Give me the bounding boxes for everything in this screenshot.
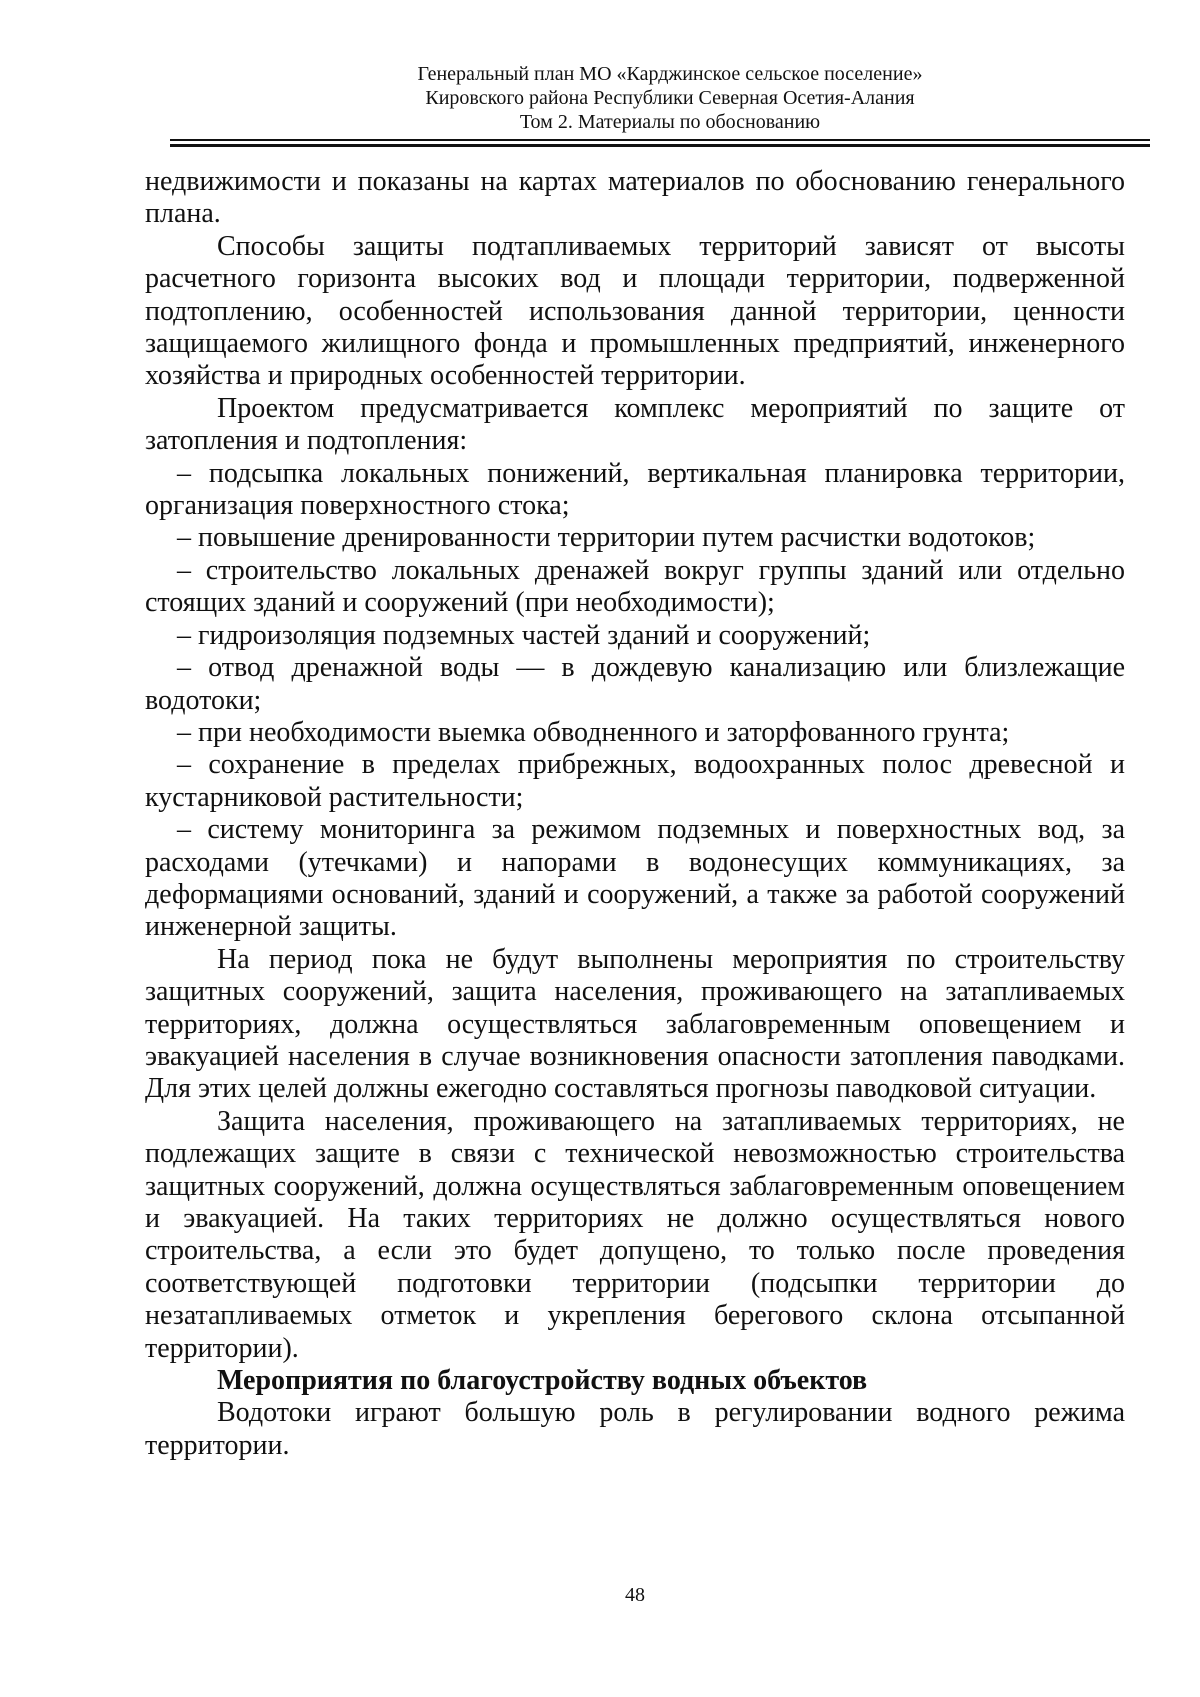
header-line-1: Генеральный план МО «Карджинское сельское поселение»	[417, 63, 923, 85]
paragraph-continuation: недвижимости и показаны на картах материалов по обоснованию генерального плана.	[145, 166, 1125, 230]
header-line-2: Кировского района Республики Северная Осетия-Алания	[425, 87, 915, 109]
list-item: – гидроизоляция подземных частей зданий и сооружений;	[177, 619, 871, 651]
paragraph-protection-methods: Способы защиты подтапливаемых территорий зависят от высоты расчетного горизонта высоких вод и площади территории, подверженной подтоплению, особенностей использования данной территории, ценности защищаемого жилищного фонда и промышленных предприятий, инженерного хозяйства и природных особенностей территории.	[145, 230, 1125, 392]
header-rule-thin	[170, 139, 1150, 141]
paragraph-evacuation: На период пока не будут выполнены мероприятия по строительству защитных сооружений, защита населения, проживающего на затапливаемых территориях, должна осуществляться заблаговременным оповещением и эвакуацией населения в случае возникновения опасности затопления паводками. Для этих целей должны ежегодно составляться прогнозы паводковой ситуации.	[145, 943, 1125, 1105]
document-body	[145, 166, 1125, 1462]
page-number: 48	[625, 1584, 645, 1606]
list-item: – строительство локальных дренажей вокруг группы зданий или отдельно стоящих зданий и сооружений (при необходимости);	[145, 554, 1125, 619]
header-rule-thick	[170, 144, 1150, 147]
paragraph-measures-intro: Проектом предусматривается комплекс мероприятий по защите от затопления и подтопления:	[145, 392, 1125, 457]
list-item: – отвод дренажной воды — в дождевую канализацию или близлежащие водотоки;	[145, 652, 1125, 716]
list-item: – при необходимости выемка обводненного и заторфованного грунта;	[177, 716, 1010, 748]
page-header	[170, 62, 1170, 134]
paragraph-watercourses: Водотоки играют большую роль в регулировании водного режима территории.	[145, 1397, 1125, 1461]
paragraph-population-protection: Защита населения, проживающего на затапливаемых территориях, не подлежащих защите в связи с технической невозможностью строительства защитных сооружений, должна осуществляться заблаговременным оповещением и эвакуацией. На таких территориях не должно осуществляться нового строительства, а если это будет допущено, то только после проведения соответствующей подготовки территории (подсыпки территории до незатапливаемых отметок и укрепления берегового склона отсыпанной территории).	[145, 1105, 1125, 1364]
list-item: – подсыпка локальных понижений, вертикальная планировка территории, организация поверхностного стока;	[145, 457, 1125, 522]
header-line-3: Том 2. Материалы по обоснованию	[519, 111, 821, 133]
list-item: – систему мониторинга за режимом подземных и поверхностных вод, за расходами (утечками) и напорами в водонесущих коммуникациях, за деформациями оснований, зданий и сооружений, а также за работой сооружений инженерной защиты.	[145, 814, 1125, 943]
list-item: – повышение дренированности территории путем расчистки водотоков;	[177, 522, 1036, 554]
list-item: – сохранение в пределах прибрежных, водоохранных полос древесной и кустарниковой растительности;	[145, 749, 1125, 813]
section-heading: Мероприятия по благоустройству водных объектов	[217, 1365, 868, 1397]
